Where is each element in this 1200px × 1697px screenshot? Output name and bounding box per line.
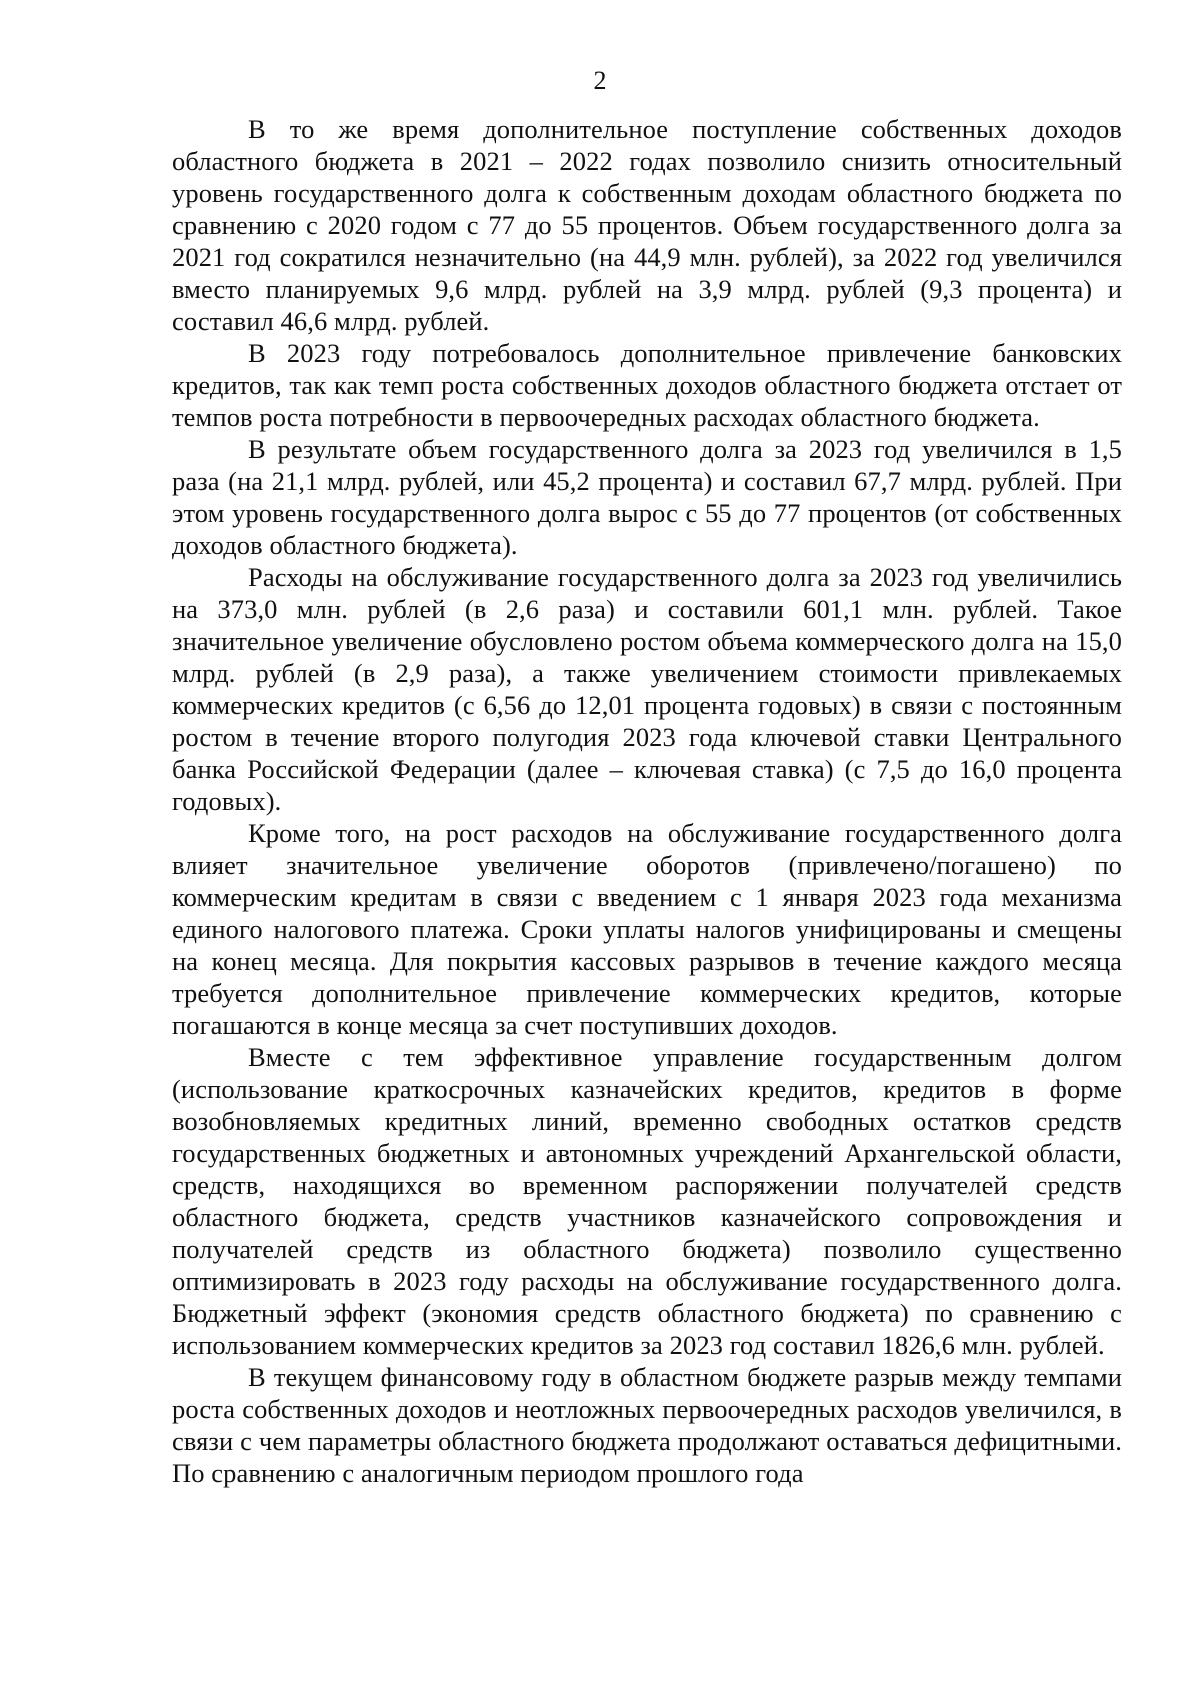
- paragraph-single-tax-payment: Кроме того, на рост расходов на обслуживание государственного долга влияет значительное увеличение оборотов (привлечено/погашено) по коммерческим кредитам в связи с введением с 1 января 2023 года механизма единого налогового платежа. Сроки уплаты налогов унифицированы и смещены на конец месяца. Для покрытия кассовых разрывов в течение каждого месяца требуется дополнительное привлечение коммерческих кредитов, которые погашаются в конце месяца за счет поступивших доходов.: [172, 818, 1122, 1040]
- page-number: 2: [593, 66, 607, 95]
- paragraph-debt-management-effect: Вместе с тем эффективное управление государственным долгом (использование краткосрочных казначейских кредитов, кредитов в форме возобновляемых кредитных линий, временно свободных остатков средств государственных бюджетных и автономных учреждений Архангельской области, средств, находящихся во временном распоряжении получателей средств областного бюджета, средств участников казначейского сопровождения и получателей средств из областного бюджета) позволило существенно оптимизировать в 2023 году расходы на обслуживание государственного долга. Бюджетный эффект (экономия средств областного бюджета) по сравнению с использованием коммерческих кредитов за 2023 год составил 1826,6 млн. рублей.: [172, 1042, 1122, 1360]
- paragraph-debt-growth: В результате объем государственного долга за 2023 год увеличился в 1,5 раза (на 21,1 млрд. рублей, или 45,2 процента) и составил 67,7 млрд. рублей. При этом уровень государственного долга вырос с 55 до 77 процентов (от собственных доходов областного бюджета).: [172, 434, 1122, 560]
- document-body: [172, 113, 1122, 1489]
- paragraph-current-year: В текущем финансовому году в областном бюджете разрыв между темпами роста собственных доходов и неотложных первоочередных расходов увеличился, в связи с чем параметры областного бюджета продолжают оставаться дефицитными. По сравнению с аналогичным периодом прошлого года: [172, 1362, 1122, 1488]
- paragraph-bank-credits: В 2023 году потребовалось дополнительное привлечение банковских кредитов, так как темп роста собственных доходов областного бюджета отстает от темпов роста потребности в первоочередных расходах областного бюджета.: [172, 338, 1122, 432]
- paragraph-debt-service-costs: Расходы на обслуживание государственного долга за 2023 год увеличились на 373,0 млн. рублей (в 2,6 раза) и составили 601,1 млн. рублей. Такое значительное увеличение обусловлено ростом объема коммерческого долга на 15,0 млрд. рублей (в 2,9 раза), а также увеличением стоимости привлекаемых коммерческих кредитов (с 6,56 до 12,01 процента годовых) в связи с постоянным ростом в течение второго полугодия 2023 года ключевой ставки Центрального банка Российской Федерации (далее – ключевая ставка) (с 7,5 до 16,0 процента годовых).: [172, 562, 1122, 816]
- paragraph-debt-ratio: В то же время дополнительное поступление собственных доходов областного бюджета в 2021 – 2022 годах позволило снизить относительный уровень государственного долга к собственным доходам областного бюджета по сравнению с 2020 годом с 77 до 55 процентов. Объем государственного долга за 2021 год сократился незначительно (на 44,9 млн. рублей), за 2022 год увеличился вместо планируемых 9,6 млрд. рублей на 3,9 млрд. рублей (9,3 процента) и составил 46,6 млрд. рублей.: [172, 114, 1122, 336]
